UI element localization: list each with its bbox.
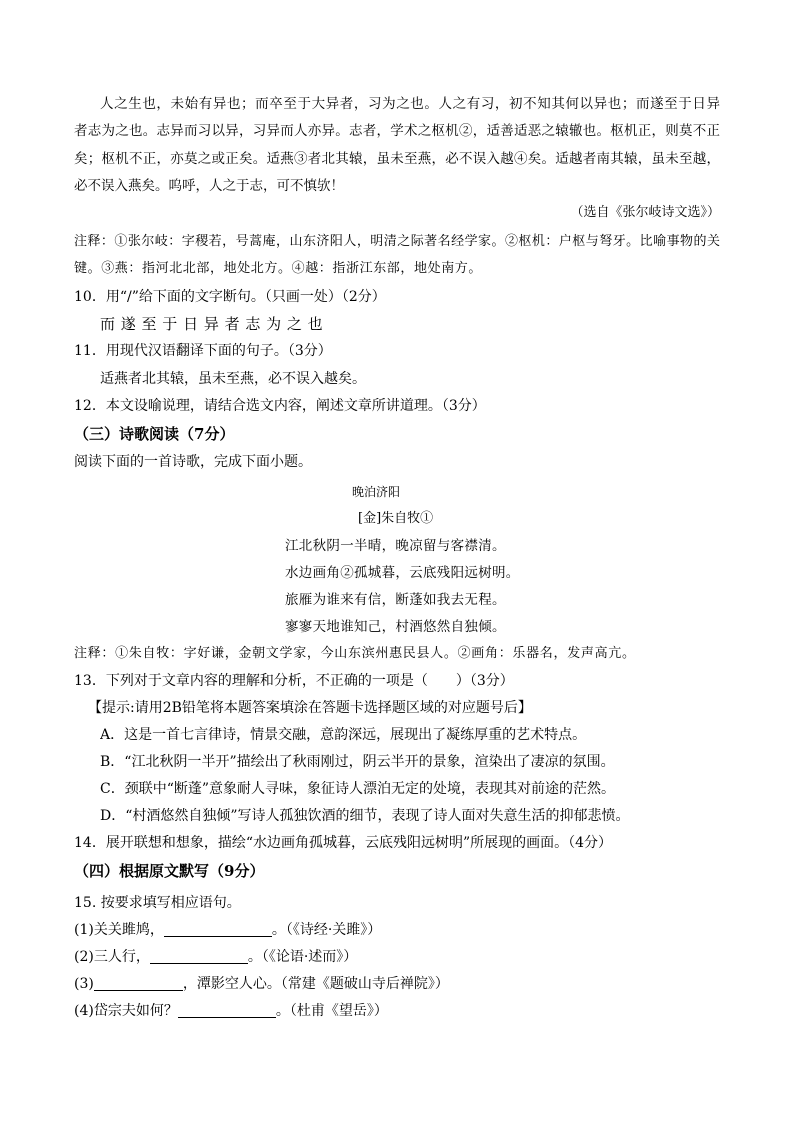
section-3-heading: （三）诗歌阅读（7分）: [74, 425, 235, 443]
q15-item-text-after: 。（《诗经·关雎》）: [271, 922, 382, 938]
passage-note-line-1: 注释：①张尔岐：字稷若，号蒿庵，山东济阳人，明清之际著名经学家。②枢机：户枢与弩牙。比喻事物的关: [74, 234, 720, 249]
q15-item-3: [74, 974, 449, 994]
q15-item-text-after: 。（《论语·述而》）: [247, 949, 358, 965]
poem-line-1: 江北秋阴一半晴，晚凉留与客襟清。: [285, 538, 506, 554]
q15-item-text-before: (3): [74, 976, 94, 992]
q13-option-c: C．颈联中“断蓬”意象耐人寻味，象征诗人漂泊无定的处境，表现其对前途的茫然。: [100, 781, 616, 797]
q15-item-4: [74, 1001, 388, 1021]
q15-item-1: [74, 920, 381, 940]
q13-hint: 【提示:请用2B铅笔将本题答案填涂在答题卡选择题区域的对应题号后】: [88, 700, 532, 716]
passage-source: （选自《张尔岐诗文选》）: [570, 205, 720, 220]
answer-blank: [178, 1017, 276, 1018]
poem-line-2: 水边画角②孤城暮，云底残阳远树明。: [285, 565, 520, 581]
poem-line-3: 旅雁为谁来有信，断蓬如我去无程。: [285, 592, 506, 608]
q13-prompt: 13．下列对于文章内容的理解和分析，不正确的一项是（ ）（3分）: [74, 673, 514, 689]
q13-option-b: B．“江北秋阴一半开”描绘出了秋雨刚过，阴云半开的景象，渲染出了凄凉的氛围。: [100, 754, 615, 770]
q12-prompt: 12．本文设喻说理，请结合选文内容，阐述文章所讲道理。（3分）: [74, 398, 486, 414]
poem-line-4: 寥寥天地谁知己，村酒悠然自独倾。: [285, 619, 506, 635]
poem-author: [金]朱自牧①: [358, 511, 434, 526]
q15-prompt: 15. 按要求填写相应语句。: [74, 895, 241, 911]
q15-item-text-after: 。（杜甫《望岳》）: [275, 1003, 388, 1019]
q11-prompt: 11．用现代汉语翻译下面的句子。（3分）: [74, 343, 332, 359]
section-4-heading: （四）根据原文默写（9分）: [74, 862, 265, 880]
answer-blank: [164, 936, 272, 937]
q10-prompt: 10．用“/”给下面的文字断句。（只画一处）（2分）: [74, 289, 386, 305]
q14-prompt: 14．展开联想和想象，描绘“水边画角孤城暮，云底残阳远树明”所展现的画面。（4分）: [74, 835, 613, 851]
q15-item-text-before: (1)关关雎鸠，: [74, 922, 164, 938]
q15-item-2: [74, 947, 357, 967]
section-3-instruction: 阅读下面的一首诗歌，完成下面小题。: [74, 454, 312, 470]
passage-line-2: 者志为之也。志异而习以异，习异而人亦异。志者，学术之枢机②，适善适恶之辕辙也。枢机正，则莫不正: [74, 123, 720, 139]
passage-line-3: 矣；枢机不正，亦莫之或正矣。适燕③者北其辕，虽未至燕，必不误入越④矣。适越者南其辕，虽未至越，: [74, 151, 720, 167]
q13-option-a: A．这是一首七言律诗，情景交融，意韵深远，展现出了凝练厚重的艺术特点。: [100, 727, 587, 743]
answer-blank: [94, 990, 183, 991]
passage-note-line-2: 键。③燕：指河北北部，地处北方。④越：指浙江东部，地处南方。: [74, 261, 483, 276]
q15-item-text-before: (4)岱宗夫如何？: [74, 1003, 178, 1019]
q15-item-text-after: ，潭影空人心。（常建《题破山寺后禅院》）: [182, 976, 449, 992]
q10-text: 而 遂 至 于 日 异 者 志 为 之 也: [100, 315, 323, 333]
q13-option-d: D．“村酒悠然自独倾”写诗人孤独饮酒的细节，表现了诗人面对失意生活的抑郁悲愤。: [100, 808, 630, 824]
answer-blank: [150, 963, 248, 964]
passage-line-1: 人之生也，未始有异也；而卒至于大异者，习为之也。人之有习，初不知其何以异也；而遂至于日异: [100, 96, 720, 112]
q15-item-text-before: (2)三人行，: [74, 949, 150, 965]
poem-title: 晚泊济阳: [352, 485, 401, 499]
passage-line-4: 必不误入燕矣。呜呼，人之于志，可不慎欤！: [74, 178, 344, 194]
poem-note: 注释：①朱自牧：字好谦，金朝文学家，今山东滨州惠民县人。②画角：乐器名，发声高亢。: [74, 646, 636, 661]
q11-text: 适燕者北其辕，虽未至燕，必不误入越矣。: [100, 371, 366, 387]
